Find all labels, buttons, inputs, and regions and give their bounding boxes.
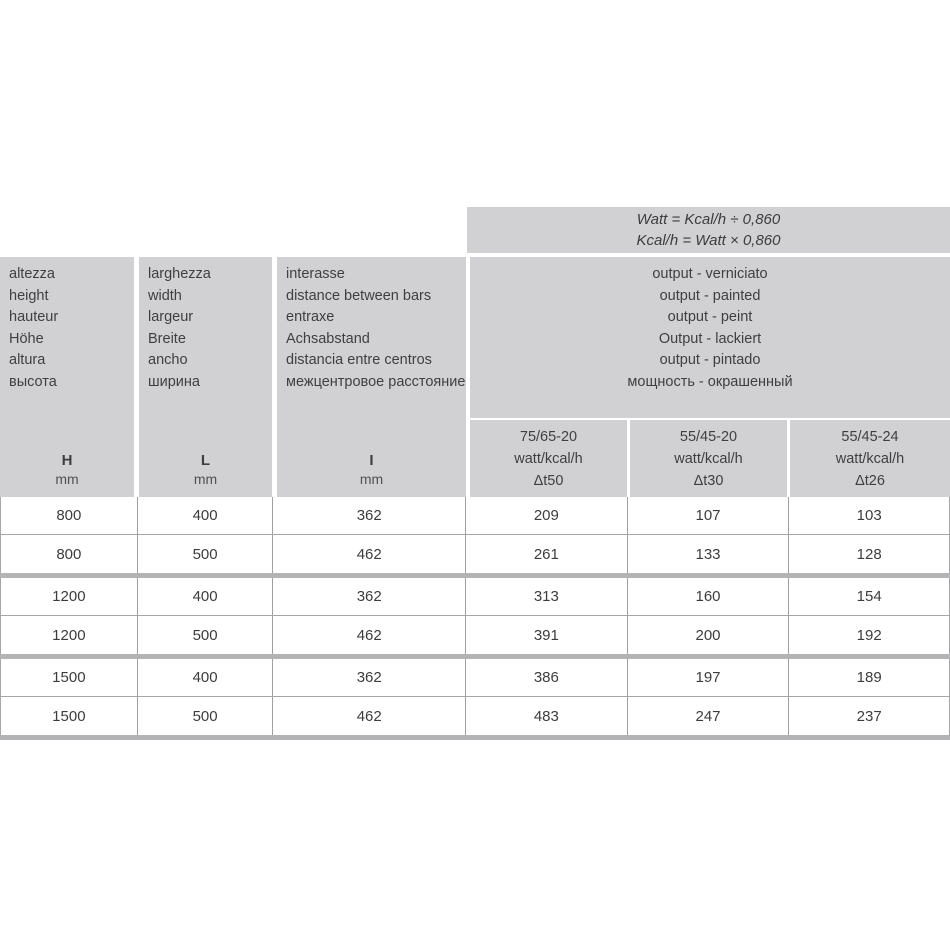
header-output-block [470,257,950,418]
distance-unit: mm [359,471,384,487]
table-row [0,697,950,735]
header-height-column [0,257,134,497]
height-symbol-block [0,451,134,489]
subheader-dt30 [630,420,787,497]
label-width-de: Breite [148,330,186,347]
distance-translations [277,257,466,393]
distance-symbol: I [369,452,374,469]
table-row [0,659,950,697]
table-cell: 128 [856,545,882,563]
table-row [0,535,950,573]
label-distance-es: distancia entre centros [286,352,432,368]
regime-dt30: 55/45-20 [679,429,738,445]
label-height-en: height [9,287,49,304]
distance-symbol-block [277,451,466,489]
label-distance-de: Achsabstand [286,330,370,347]
width-translations [139,257,272,393]
table-cell: 800 [1,535,138,573]
data-table-body [0,497,950,740]
table-cell: 189 [856,669,882,686]
label-distance-it: interasse [286,266,345,282]
table-row [0,578,950,616]
table-cell: 462 [273,535,466,573]
label-height-ru: высота [9,373,57,390]
table-cell: 133 [628,535,790,573]
table-cell: 400 [138,497,274,534]
table-bottom-border [0,735,950,740]
table-row [0,497,950,535]
table-cell: 1500 [1,659,138,696]
label-width-en: width [148,287,182,304]
table-cell: 1200 [1,616,138,654]
header-width-column [139,257,272,497]
table-cell: 362 [273,578,466,615]
table-cell: 313 [466,578,628,615]
table-cell: 500 [138,697,274,735]
label-output-en: output - painted [659,287,761,304]
label-distance-fr: entraxe [286,309,335,325]
table-cell: 160 [628,578,790,615]
label-height-de: Höhe [9,330,44,347]
formula-line-2: Kcal/h = Watt × 0,860 [636,232,781,249]
table-cell: 1200 [1,578,138,615]
table-cell: 483 [466,697,628,735]
unit-dt50: watt/kcal/h [514,451,583,467]
header-distance-column [277,257,466,497]
label-height-es: altura [9,352,46,368]
height-symbol: H [61,452,73,469]
table-cell: 103 [856,507,882,524]
table-cell: 197 [628,659,790,696]
table-cell: 209 [466,497,628,534]
width-unit: mm [193,471,218,487]
label-output-de: Output - lackiert [658,330,762,347]
formula-line-1: Watt = Kcal/h ÷ 0,860 [636,211,781,228]
table-cell: 154 [856,588,882,605]
label-output-fr: output - peint [667,309,753,325]
regime-dt26: 55/45-24 [841,429,899,445]
table-cell: 462 [273,616,466,654]
table-cell: 462 [273,697,466,735]
table-cell: 500 [138,535,274,573]
subheader-dt26 [790,420,950,497]
label-width-ru: ширина [148,373,200,390]
label-height-it: altezza [9,266,55,282]
delta-dt50: Δt50 [533,473,564,489]
height-unit: mm [55,471,79,487]
table-cell: 500 [138,616,274,654]
width-symbol: L [200,452,211,469]
label-width-it: larghezza [148,266,211,282]
label-output-ru: мощность - окрашенный [627,373,793,390]
table-cell: 247 [628,697,790,735]
label-width-fr: largeur [148,309,194,325]
table-cell: 200 [628,616,790,654]
table-cell: 107 [628,497,790,534]
label-output-it: output - verniciato [652,266,768,282]
table-cell: 192 [856,626,882,644]
width-symbol-block [139,451,272,489]
delta-dt26: Δt26 [855,473,885,489]
label-width-es: ancho [148,352,188,368]
subheader-dt50 [470,420,627,497]
table-cell: 391 [466,616,628,654]
label-distance-ru: межцентровое расстояние [286,373,466,390]
table-cell: 400 [138,578,274,615]
delta-dt30: Δt30 [693,473,724,489]
height-translations [0,257,134,393]
table-cell: 362 [273,497,466,534]
label-output-es: output - pintado [659,352,761,368]
table-cell: 1500 [1,697,138,735]
table-cell: 400 [138,659,274,696]
conversion-formula-banner [467,207,950,253]
table-cell: 261 [466,535,628,573]
table-row [0,616,950,654]
table-cell: 237 [856,707,882,725]
unit-dt26: watt/kcal/h [835,451,905,467]
table-cell: 362 [273,659,466,696]
label-height-fr: hauteur [9,309,59,325]
table-cell: 800 [1,497,138,534]
label-distance-en: distance between bars [286,287,432,304]
unit-dt30: watt/kcal/h [674,451,743,467]
table-cell: 386 [466,659,628,696]
regime-dt50: 75/65-20 [519,429,578,445]
